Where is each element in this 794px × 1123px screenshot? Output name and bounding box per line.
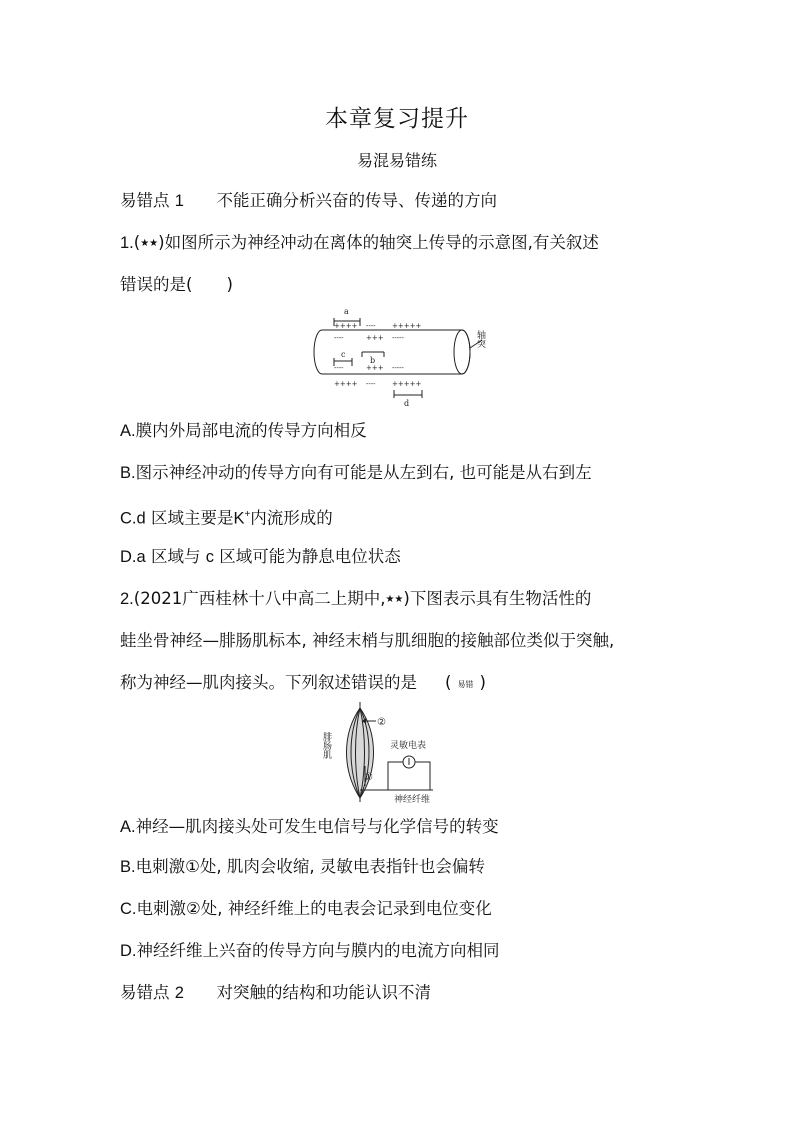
muscle-label: 腓肠肌 <box>321 732 331 759</box>
charge-top-outer-2: ---- <box>366 322 376 330</box>
question-2-option-d[interactable]: D.神经纤维上兴奋的传导方向与膜内的电流方向相同 <box>120 941 500 960</box>
axon-diagram <box>300 300 500 410</box>
question-1-option-c[interactable]: C.d 区域主要是K+内流形成的 <box>120 508 333 528</box>
question-2-option-b[interactable]: B.电刺激①处, 肌肉会收缩, 灵敏电表指针也会偏转 <box>120 857 485 876</box>
section-subtitle: 易混易错练 <box>356 151 437 170</box>
error-point-title: 对突触的结构和功能认识不清 <box>216 983 431 1002</box>
label-d: d <box>404 399 410 408</box>
charge-bottom-inner-2: +++ <box>366 364 384 372</box>
error-point-label: 易错点 <box>120 983 170 1002</box>
page-title: 本章复习提升 <box>325 106 469 132</box>
error-point-2-heading <box>120 982 431 1004</box>
question-source: (2021广西桂林十八中高二上期中, <box>133 589 386 608</box>
error-point-label: 易错点 <box>120 191 170 210</box>
question-stem: 如图所示为神经冲动在离体的轴突上传导的示意图,有关叙述 <box>164 233 599 252</box>
answer-paren-close: ) <box>479 673 486 692</box>
charge-top-inner-3: ----- <box>392 334 404 342</box>
question-1-option-b[interactable]: B.图示神经冲动的传导方向有可能是从左到右, 也可能是从右到左 <box>120 463 592 482</box>
difficulty-star-icon: ★★ <box>385 594 404 605</box>
point-2-label: ② <box>377 717 386 728</box>
answer-paren-open: ( <box>186 275 193 294</box>
charge-bottom-outer-1: ++++ <box>334 380 358 388</box>
question-1-option-d[interactable]: D.a 区域与 c 区域可能为静息电位状态 <box>120 547 401 566</box>
question-2-option-a[interactable]: A.神经—肌肉接头处可发生电信号与化学信号的转变 <box>120 817 499 836</box>
difficulty-star-icon: ★★ <box>140 238 159 249</box>
question-stem: 错误的是 <box>120 275 186 294</box>
fiber-label: 神经纤维 <box>394 795 431 805</box>
error-prone-tag: 易错 <box>457 680 474 689</box>
question-1-stem-line-1 <box>120 232 599 255</box>
question-number: 1. <box>120 234 134 252</box>
error-point-number: 2 <box>174 984 184 1002</box>
charge-bottom-inner-1: ---- <box>334 364 344 372</box>
label-b: b <box>370 356 376 365</box>
difficulty-open: ( <box>133 233 141 252</box>
question-2-stem-line-3 <box>120 672 486 696</box>
error-point-1-heading <box>120 190 497 212</box>
point-1-label: ① <box>364 772 373 783</box>
label-a: a <box>344 307 349 316</box>
charge-top-inner-2: +++ <box>366 334 384 342</box>
label-c: c <box>341 350 346 359</box>
charge-bottom-outer-2: ---- <box>366 380 376 388</box>
answer-paren-open: ( <box>445 673 452 692</box>
charge-bottom-inner-3: ----- <box>392 364 404 372</box>
question-stem: )下图表示具有生物活性的 <box>403 589 592 608</box>
difficulty-close: ) <box>158 233 165 252</box>
question-stem: 称为神经—肌肉接头。下列叙述错误的是 <box>120 673 417 692</box>
charge-top-outer-3: +++++ <box>392 322 422 330</box>
meter-label: 灵敏电表 <box>390 741 427 751</box>
question-1-stem-line-2 <box>120 274 233 296</box>
question-2-stem-line-2 <box>120 630 614 652</box>
error-point-title: 不能正确分析兴奋的传导、传递的方向 <box>216 191 497 210</box>
charge-bottom-outer-3: +++++ <box>392 380 422 388</box>
charge-top-outer-1: ++++ <box>334 322 358 330</box>
question-1-option-a[interactable]: A.膜内外局部电流的传导方向相反 <box>120 421 367 440</box>
question-stem: 蛙坐骨神经—腓肠肌标本, 神经末梢与肌细胞的接触部位类似于突触, <box>120 631 615 650</box>
axon-label: 轴突 <box>475 330 485 348</box>
question-2-option-c[interactable]: C.电刺激②处, 神经纤维上的电表会记录到电位变化 <box>120 899 492 918</box>
question-number: 2. <box>120 590 134 608</box>
question-2-stem-line-1 <box>120 588 591 611</box>
nerve-muscle-diagram <box>318 700 458 810</box>
error-point-number: 1 <box>174 192 184 210</box>
answer-paren-close: ) <box>226 275 233 294</box>
charge-top-inner-1: ---- <box>334 334 344 342</box>
